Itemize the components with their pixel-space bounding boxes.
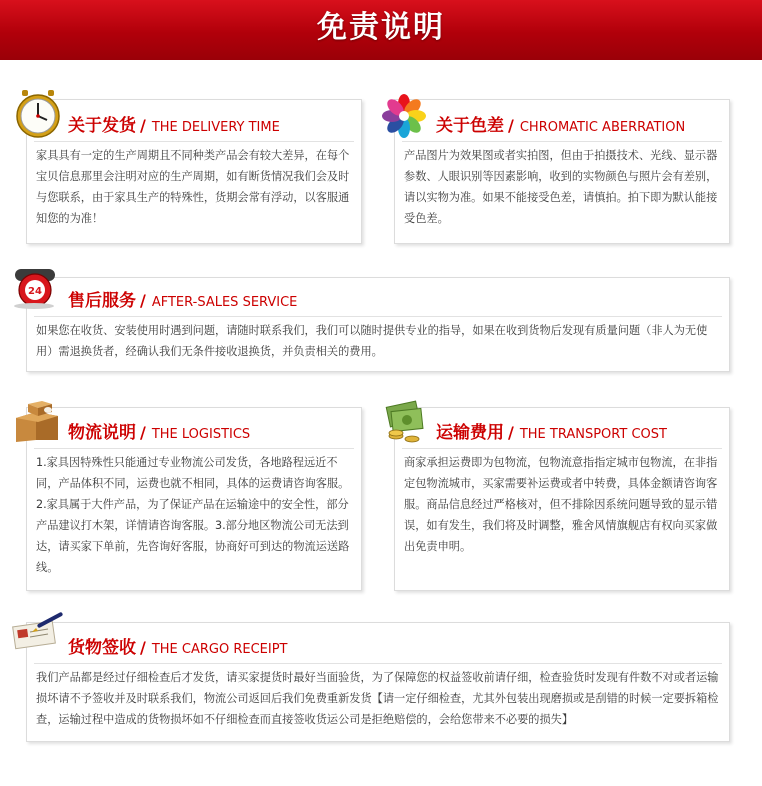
color-wheel-icon	[382, 94, 426, 138]
aftersales-divider	[34, 316, 722, 317]
delivery-divider	[34, 141, 354, 142]
aftersales-heading	[68, 290, 297, 314]
receipt-title-zh: 货物签收	[68, 638, 136, 658]
aftersales-title-en: AFTER-SALES SERVICE	[151, 295, 298, 310]
transport-divider	[402, 448, 722, 449]
color-title-en: CHROMATIC ABERRATION	[519, 120, 686, 135]
transport-text: 商家承担运费即为包物流，包物流意指指定城市包物流，在非指定包物流城市，买家需要补运费或者中转费，具体金额请咨询客服。商品信息经过严格核对，但不排除因系统问题导致的显示错误，如有发生，我们将及时调整，雅舍风情旗舰店有权向买家做出免责申明。	[404, 456, 718, 553]
badge-24: 24	[28, 286, 42, 297]
transport-title-zh: 运输费用	[436, 423, 504, 443]
color-slash: /	[508, 116, 514, 135]
delivery-slash: /	[140, 116, 146, 135]
color-text: 产品图片为效果图或者实拍图，但由于拍摄技术、光线、显示器参数、人眼识别等因素影响，收到的实物颜色与照片会有差别，请以实物为准。如果不能接受色差，请慎拍。拍下即为默认能接受色差。	[404, 149, 718, 225]
transport-slash: /	[508, 423, 514, 442]
logistics-text: 1.家具因特殊性只能通过专业物流公司发货，各地路程远近不同，产品体积不同，运费也就不相同，具体的运费请咨询客服。2.家具属于大件产品，为了保证产品在运输途中的安全性，部分产品建议打木架，详情请咨询客服。3.部分地区物流公司无法到达，请买家下单前，先咨询好客服，协商好可到达的物流运送路线。	[36, 456, 350, 574]
delivery-title-en: THE DELIVERY TIME	[151, 120, 280, 135]
delivery-heading	[68, 115, 280, 139]
delivery-text: 家具具有一定的生产周期且不同种类产品会有较大差异，在每个宝贝信息那里会注明对应的生产周期，如有断货情况我们会及时与您联系，由于家具生产的特殊性，货期会常有浮动，以客服通知您的为准！	[36, 149, 350, 225]
transport-heading	[436, 422, 667, 446]
aftersales-text: 如果您在收货、安装使用时遇到问题，请随时联系我们，我们可以随时提供专业的指导，如果在收到货物后发现有质量问题（非人为无使用）需退换货者，经确认我们无条件接收退换货，并负责相关的费用。	[36, 324, 708, 358]
header-banner	[0, 0, 762, 60]
aftersales-title-zh: 售后服务	[68, 291, 136, 311]
receipt-slash: /	[140, 638, 146, 657]
logistics-title-en: THE LOGISTICS	[151, 427, 251, 442]
transport-title-en: THE TRANSPORT COST	[519, 427, 667, 442]
logistics-heading	[68, 422, 250, 446]
logistics-slash: /	[140, 423, 146, 442]
money-icon	[382, 400, 430, 446]
pen-envelope-icon	[10, 612, 66, 650]
receipt-title-en: THE CARGO RECEIPT	[151, 642, 288, 657]
logistics-divider	[34, 448, 354, 449]
receipt-text: 我们产品都是经过仔细检查后才发货，请买家提货时最好当面验货，为了保障您的权益签收前请仔细，检查验货时发现有件数不对或者运输损坏请不予签收并及时联系我们，物流公司返回后我们免费重新发货【请一定仔细检查，尤其外包装出现磨损或是刮错的时候一定要拆箱检查，运输过程中造成的货物损坏如不仔细检查而直接签收货运公司是拒绝赔偿的，会给您带来不必要的损失】	[36, 671, 719, 726]
cardboard-boxes-icon	[12, 398, 66, 444]
logistics-title-zh: 物流说明	[68, 423, 136, 443]
color-title-zh: 关于色差	[436, 116, 504, 136]
delivery-title-zh: 关于发货	[68, 116, 136, 136]
receipt-heading	[68, 637, 288, 661]
clock-icon	[14, 89, 62, 139]
page-title: 免责说明	[317, 10, 445, 45]
color-divider	[402, 141, 722, 142]
aftersales-slash: /	[140, 291, 146, 310]
color-heading	[436, 115, 685, 139]
receipt-divider	[34, 663, 722, 664]
phone-24h-icon	[12, 266, 66, 310]
